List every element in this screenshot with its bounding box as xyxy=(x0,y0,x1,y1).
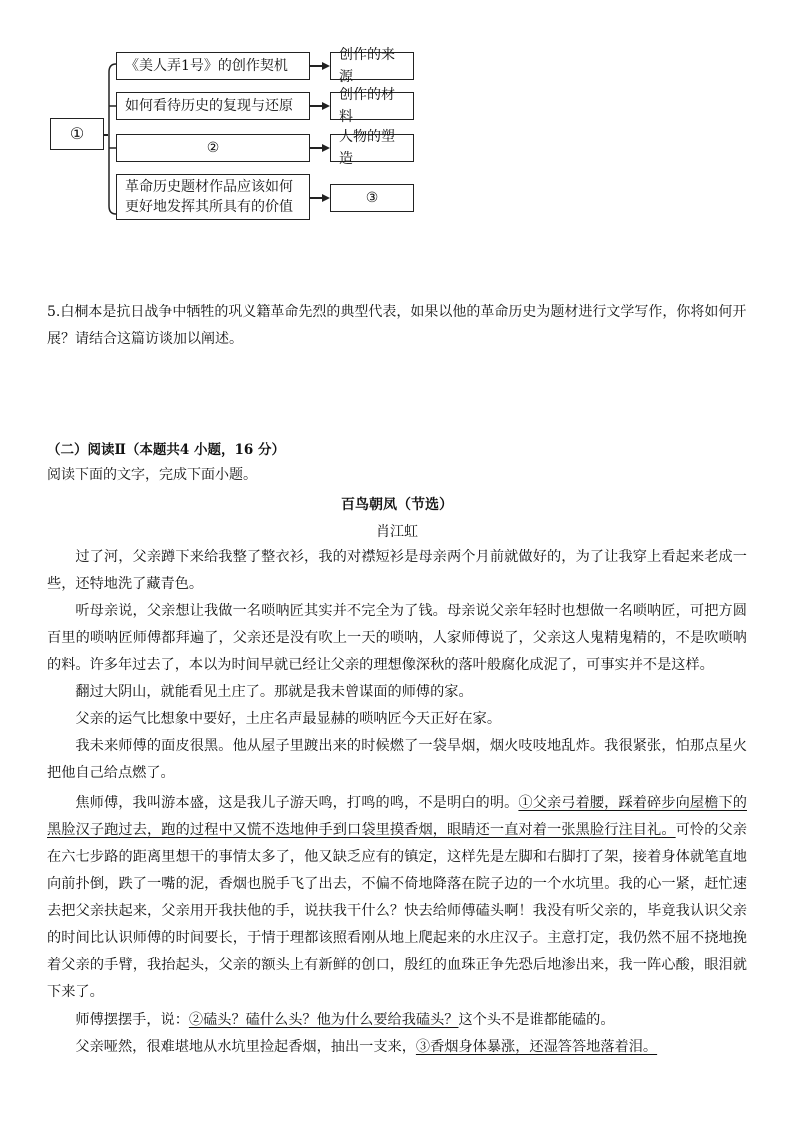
row3-right-text: 人物的塑造 xyxy=(339,129,395,167)
section-heading: （二）阅读Ⅱ（本题共4 小题，16 分） xyxy=(47,442,285,458)
paragraph-8 xyxy=(47,1034,747,1061)
row2-left-text: 如何看待历史的复现与还原 xyxy=(125,98,293,114)
diagram-row1-left xyxy=(116,52,310,80)
diagram-row3-left xyxy=(116,134,310,162)
passage-title: 百鸟朝凤（节选） xyxy=(341,497,453,513)
diagram-center-label: ① xyxy=(69,124,85,143)
diagram-row1-right xyxy=(330,47,414,85)
arrow-head-2 xyxy=(322,102,330,110)
section-instruction: 阅读下面的文字，完成下面小题。 xyxy=(47,467,257,483)
row2-right-text: 创作的材料 xyxy=(339,87,395,125)
underlined-sentence-3: ③香烟身体暴涨，还湿答答地落着泪。 xyxy=(415,1039,658,1055)
diagram-center-box xyxy=(50,118,104,150)
passage-author: 肖江虹 xyxy=(376,524,418,540)
paragraph-5: 我未来师傅的面皮很黑。他从屋子里踱出来的时候燃了一袋旱烟，烟火吱吱地乱炸。我很紧张，怕那点星火把他自己给点燃了。 xyxy=(47,738,747,781)
underlined-sentence-2: ②磕头？磕什么头？他为什么要给我磕头？ xyxy=(188,1012,459,1028)
row4-left-text: 革命历史题材作品应该如何更好地发挥其所具有的价值 xyxy=(125,179,293,215)
arrow-head-3 xyxy=(322,144,330,152)
row3-left-text: ② xyxy=(206,140,220,156)
row1-right-text: 创作的来源 xyxy=(339,47,395,85)
arrow-head-4 xyxy=(322,194,330,202)
paragraph-3: 翻过大阴山，就能看见土庄了。那就是我未曾谋面的师傅的家。 xyxy=(75,684,473,700)
underlined-sentence-1: ①父亲弓着腰，踩着碎步向屋檐下的黑脸汉子跑过去，跑的过程中又慌不迭地伸手到口袋里摸香烟，眼睛还一直对着一张黑脸行注目礼。 xyxy=(47,795,747,838)
p7-tail-text: 这个头不是谁都能磕的。 xyxy=(458,1012,615,1028)
paragraph-1: 过了河，父亲蹲下来给我整了整衣衫，我的对襟短衫是母亲两个月前就做好的，为了让我穿上看起来老成一些，还特地洗了藏青色。 xyxy=(47,549,747,592)
paragraph-6 xyxy=(47,790,747,1006)
question-5: 5.白桐本是抗日战争中牺牲的巩义籍革命先烈的典型代表，如果以他的革命历史为题材进行文学写作，你将如何开展？请结合这篇访谈加以阐述。 xyxy=(47,304,747,347)
paragraph-4: 父亲的运气比想象中要好，土庄名声最显赫的唢呐匠今天正好在家。 xyxy=(75,711,502,727)
paragraph-2: 听母亲说，父亲想让我做一名唢呐匠其实并不完全为了钱。母亲说父亲年轻时也想做一名唢呐匠，可把方圆百里的唢呐匠师傅都拜遍了，父亲还是没有吹上一天的唢呐，人家师傅说了，父亲这人鬼精鬼精的，不是吹唢呐的料。许多年过去了，本以为时间早就已经让父亲的理想像深秋的落叶般腐化成泥了，可事实并不是这样。 xyxy=(47,603,747,673)
p6-lead-text: 焦师傅，我叫游本盛，这是我儿子游天鸣，打鸣的鸣，不是明白的明。 xyxy=(75,795,519,811)
diagram-row4-right xyxy=(330,184,414,212)
diagram-row3-right xyxy=(330,129,414,167)
p7-lead-text: 师傅摆摆手，说： xyxy=(75,1012,189,1028)
diagram-row2-left xyxy=(116,92,310,120)
p6-body-text: 可怜的父亲在六七步路的距离里想干的事情太多了，他又缺乏应有的镇定，这样先是左脚和右脚打了架，接着身体就笔直地向前扑倒，跌了一嘴的泥，香烟也脱手飞了出去，不偏不倚地降落在院子边的一个水坑里。我的心一紧，赶忙速去把父亲扶起来，父亲用开我扶他的手，说扶我干什么？快去给师傅磕头啊！我没有听父亲的，毕竟我认识父亲的时间比认识师傅的时间要长，于情于理都该照看刚从地上爬起来的水庄汉子。主意打定，我仍然不屈不挠地挽着父亲的手臂，我抬起头，父亲的额头上有新鲜的创口，殷红的血珠正争先恐后地渗出来，我一阵心酸，眼泪就下来了。 xyxy=(47,822,747,1000)
row1-left-text: 《美人弄1号》的创作契机 xyxy=(125,58,288,74)
arrow-head-1 xyxy=(322,62,330,70)
diagram-row4-left xyxy=(116,174,310,220)
paragraph-7 xyxy=(47,1007,747,1034)
p8-lead-text: 父亲哑然，很难堪地从水坑里捡起香烟，抽出一支来， xyxy=(75,1039,416,1055)
diagram-row2-right xyxy=(330,87,414,125)
row4-right-text: ③ xyxy=(365,190,379,206)
